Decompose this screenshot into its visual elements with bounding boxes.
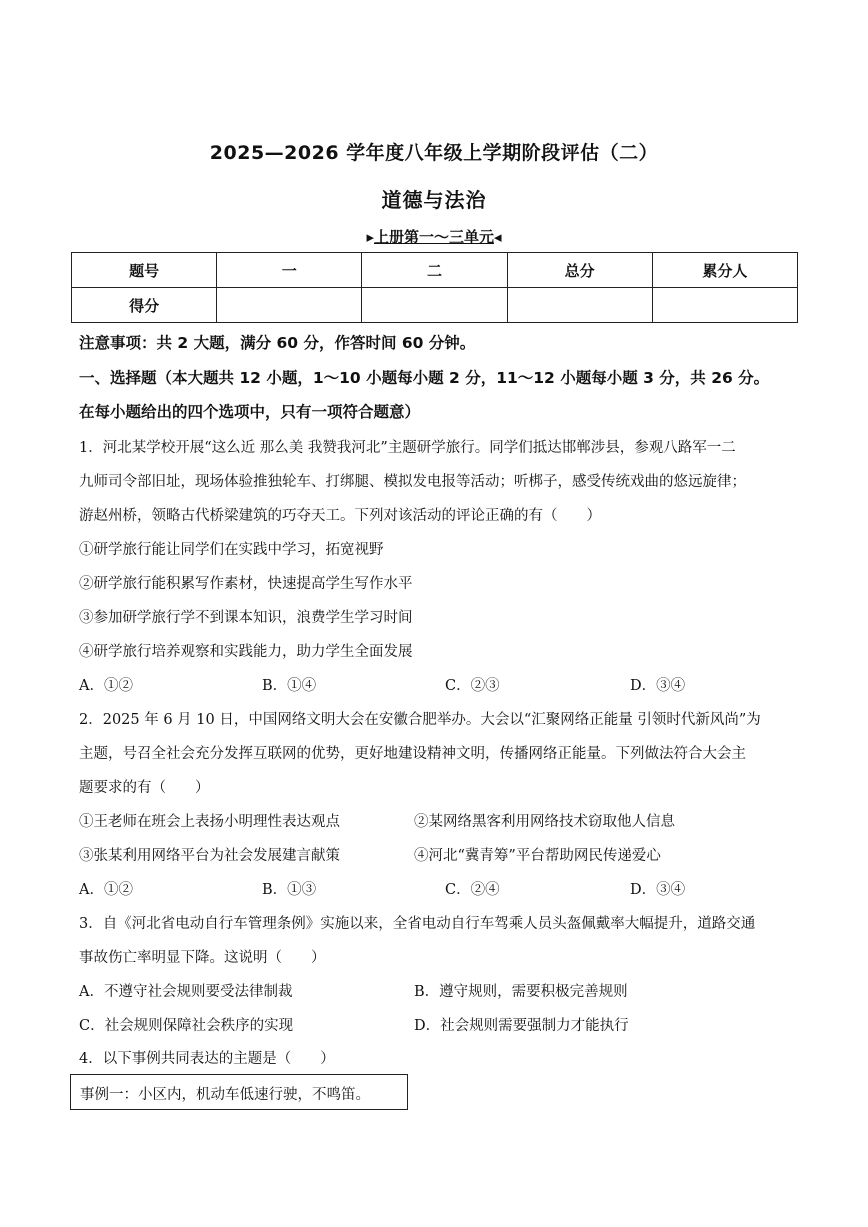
subject-title: 道德与法治 [381,188,487,212]
q1-option-d[interactable]: D．③④ [630,678,686,694]
score-input-cell[interactable] [362,288,507,323]
q3-stem: 3．自《河北省电动自行车管理条例》实施以来，全省电动自行车驾乘人员头盔佩戴率大幅提升，道路交通 [79,916,756,932]
q3-option-b[interactable]: B．遵守规则，需要积极完善规则 [414,984,628,1000]
scope-left-marker-icon: ▸ [366,228,374,246]
q1-option-a[interactable]: A．①② [79,678,133,694]
q1-stem: 游赵州桥，领略古代桥梁建筑的巧夺天工。下列对该活动的评论正确的有（ ） [79,508,601,524]
q1-stem: 1．河北某学校开展“这么近 那么美 我赞我河北”主题研学旅行。同学们抵达邯郸涉县，参观八路军一二 [79,440,736,456]
q3-option-a[interactable]: A．不遵守社会规则要受法律制裁 [79,984,293,1000]
q1-option-c[interactable]: C．②③ [445,678,500,694]
q4-stem: 4．以下事例共同表达的主题是（ ） [79,1051,335,1067]
score-cell: 总分 [507,253,652,288]
q1-stem: 九师司令部旧址，现场体验推独轮车、打绑腿、模拟发电报等活动；听梆子，感受传统戏曲的悠远旋律； [79,474,746,490]
score-input-cell[interactable] [507,288,652,323]
q2-option-b[interactable]: B．①③ [262,882,317,898]
q3-option-d[interactable]: D．社会规则需要强制力才能执行 [414,1018,629,1034]
score-table-header-row [72,253,798,288]
score-cell: 得分 [72,288,217,323]
score-cell: 累分人 [652,253,797,288]
case-box [70,1074,408,1110]
q2-stem: 题要求的有（ ） [79,780,210,796]
q2-statement: ②某网络黑客利用网络技术窃取他人信息 [414,814,675,830]
q2-option-c[interactable]: C．②④ [445,882,500,898]
q3-stem: 事故伤亡率明显下降。这说明（ ） [79,950,326,966]
section-heading: 一、选择题（本大题共 12 小题，1～10 小题每小题 2 分，11～12 小题每小题 3 分，共 26 分。 [79,369,770,387]
q2-statement: ①王老师在班会上表扬小明理性表达观点 [79,814,340,830]
score-cell: 一 [217,253,362,288]
q2-statement: ③张某利用网络平台为社会发展建言献策 [79,848,340,864]
exam-title: 2025—2026 学年度八年级上学期阶段评估（二） [209,142,659,164]
q1-option-b[interactable]: B．①④ [262,678,317,694]
q3-option-c[interactable]: C．社会规则保障社会秩序的实现 [79,1018,294,1034]
case-text: 事例一：小区内，机动车低速行驶，不鸣笛。 [80,1087,370,1103]
scope-line [0,226,868,247]
q2-option-a[interactable]: A．①② [79,882,133,898]
score-cell: 二 [362,253,507,288]
q2-stem: 2．2025 年 6 月 10 日，中国网络文明大会在安徽合肥举办。大会以“汇聚网络正能量 引领时代新风尚”为 [79,712,761,728]
notice: 注意事项：共 2 大题，满分 60 分，作答时间 60 分钟。 [79,334,476,352]
score-cell: 题号 [72,253,217,288]
q2-stem: 主题，号召全社会充分发挥互联网的优势，更好地建设精神文明，传播网络正能量。下列做法符合大会主 [79,746,746,762]
scope-text: 上册第一～三单元 [373,228,494,246]
q1-statement: ②研学旅行能积累写作素材，快速提高学生写作水平 [79,576,413,592]
section-heading: 在每小题给出的四个选项中，只有一项符合题意） [79,403,421,421]
score-table [71,252,798,323]
q1-statement: ④研学旅行培养观察和实践能力，助力学生全面发展 [79,644,413,660]
q2-statement: ④河北“冀青筹”平台帮助网民传递爱心 [414,848,661,864]
score-input-cell[interactable] [217,288,362,323]
score-table-score-row [72,288,798,323]
score-input-cell[interactable] [652,288,797,323]
q2-option-d[interactable]: D．③④ [630,882,686,898]
q1-statement: ③参加研学旅行学不到课本知识，浪费学生学习时间 [79,610,413,626]
scope-right-marker-icon: ◂ [494,228,502,246]
q1-statement: ①研学旅行能让同学们在实践中学习，拓宽视野 [79,542,384,558]
